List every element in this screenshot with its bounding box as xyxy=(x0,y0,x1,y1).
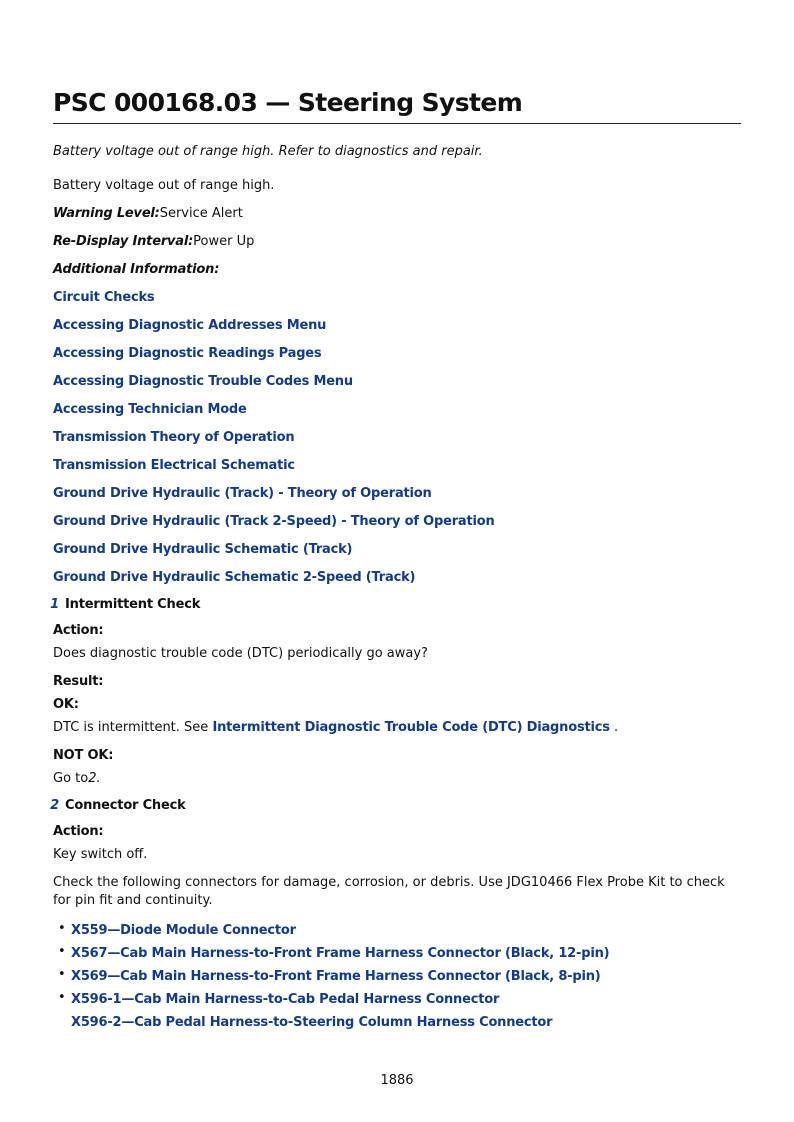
step-2-heading xyxy=(41,798,741,813)
step-1-heading xyxy=(41,597,741,612)
info-link-diagnostic-trouble-codes[interactable]: Accessing Diagnostic Trouble Codes Menu xyxy=(53,374,353,389)
step-2-number: 2 xyxy=(50,798,59,813)
info-link-diagnostic-readings[interactable]: Accessing Diagnostic Readings Pages xyxy=(53,346,322,361)
bullet-icon: • xyxy=(58,990,66,1005)
page-title: PSC 000168.03 — Steering System xyxy=(53,86,741,124)
redisplay-interval-label: Re-Display Interval: xyxy=(53,234,194,249)
step-1-notok-text xyxy=(53,770,741,788)
list-item xyxy=(53,943,741,966)
connector-link-x596-2[interactable]: X596-2—Cab Pedal Harness-to-Steering Column Harness Connector xyxy=(71,1015,553,1030)
info-link-transmission-schematic[interactable]: Transmission Electrical Schematic xyxy=(53,458,295,473)
step-1-action-text: Does diagnostic trouble code (DTC) periodically go away? xyxy=(53,646,428,661)
step-1-notok-step-ref: 2. xyxy=(88,771,101,786)
step-2-title: Connector Check xyxy=(65,798,186,813)
info-link-circuit-checks[interactable]: Circuit Checks xyxy=(53,290,155,305)
step-2-action-label: Action: xyxy=(53,824,104,839)
connector-link-x596-1[interactable]: X596-1—Cab Main Harness-to-Cab Pedal Harness Connector xyxy=(71,992,500,1007)
intermittent-dtc-link[interactable]: Intermittent Diagnostic Trouble Code (DTC) Diagnostics xyxy=(212,720,610,735)
warning-level-label: Warning Level: xyxy=(53,206,160,221)
step-1-result-label: Result: xyxy=(53,674,104,689)
info-link-technician-mode[interactable]: Accessing Technician Mode xyxy=(53,402,247,417)
bullet-icon: • xyxy=(58,944,66,959)
info-link-diagnostic-addresses[interactable]: Accessing Diagnostic Addresses Menu xyxy=(53,318,327,333)
info-links xyxy=(53,289,741,587)
step-1-number: 1 xyxy=(50,597,59,612)
connector-list xyxy=(53,920,741,1035)
page-number: 1886 xyxy=(380,1073,414,1088)
step-1-notok-label: NOT OK: xyxy=(53,748,114,763)
list-item xyxy=(53,920,741,943)
step-1-action-label: Action: xyxy=(53,623,104,638)
list-item xyxy=(53,989,741,1012)
connector-link-x569[interactable]: X569—Cab Main Harness-to-Front Frame Harness Connector (Black, 8-pin) xyxy=(71,969,601,984)
step-2-action-text: Key switch off. xyxy=(53,847,148,862)
step-1-ok-text-before: DTC is intermittent. See xyxy=(53,720,213,735)
info-link-ground-drive-2speed-schematic[interactable]: Ground Drive Hydraulic Schematic 2-Speed (Track) xyxy=(53,570,416,585)
step-2-instructions: Check the following connectors for damage, corrosion, or debris. Use JDG10466 Flex Probe Kit to check for pin fit and continuity. xyxy=(53,875,725,908)
redisplay-interval-value: Power Up xyxy=(193,234,255,249)
summary-text: Battery voltage out of range high. xyxy=(53,178,275,193)
additional-info-label: Additional Information: xyxy=(53,262,220,277)
warning-level xyxy=(53,205,741,223)
redisplay-interval xyxy=(53,233,741,251)
info-link-ground-drive-2speed-theory[interactable]: Ground Drive Hydraulic (Track 2-Speed) - Theory of Operation xyxy=(53,514,495,529)
step-1-ok-label: OK: xyxy=(53,697,79,712)
step-1-ok-text xyxy=(53,719,741,737)
step-1-notok-goto: Go to xyxy=(53,771,89,786)
step-1-ok-text-after: . xyxy=(609,720,619,735)
info-link-ground-drive-schematic[interactable]: Ground Drive Hydraulic Schematic (Track) xyxy=(53,542,353,557)
step-1-title: Intermittent Check xyxy=(65,597,201,612)
connector-link-x567[interactable]: X567—Cab Main Harness-to-Front Frame Harness Connector (Black, 12-pin) xyxy=(71,946,610,961)
bullet-icon: • xyxy=(58,967,66,982)
document-page xyxy=(50,86,741,1035)
list-item xyxy=(53,1012,741,1035)
list-item xyxy=(53,966,741,989)
bullet-icon: • xyxy=(58,921,66,936)
subtitle: Battery voltage out of range high. Refer to diagnostics and repair. xyxy=(53,144,483,159)
warning-level-value: Service Alert xyxy=(159,206,243,221)
info-link-transmission-theory[interactable]: Transmission Theory of Operation xyxy=(53,430,295,445)
connector-link-x559[interactable]: X559—Diode Module Connector xyxy=(71,923,296,938)
info-link-ground-drive-theory[interactable]: Ground Drive Hydraulic (Track) - Theory of Operation xyxy=(53,486,432,501)
